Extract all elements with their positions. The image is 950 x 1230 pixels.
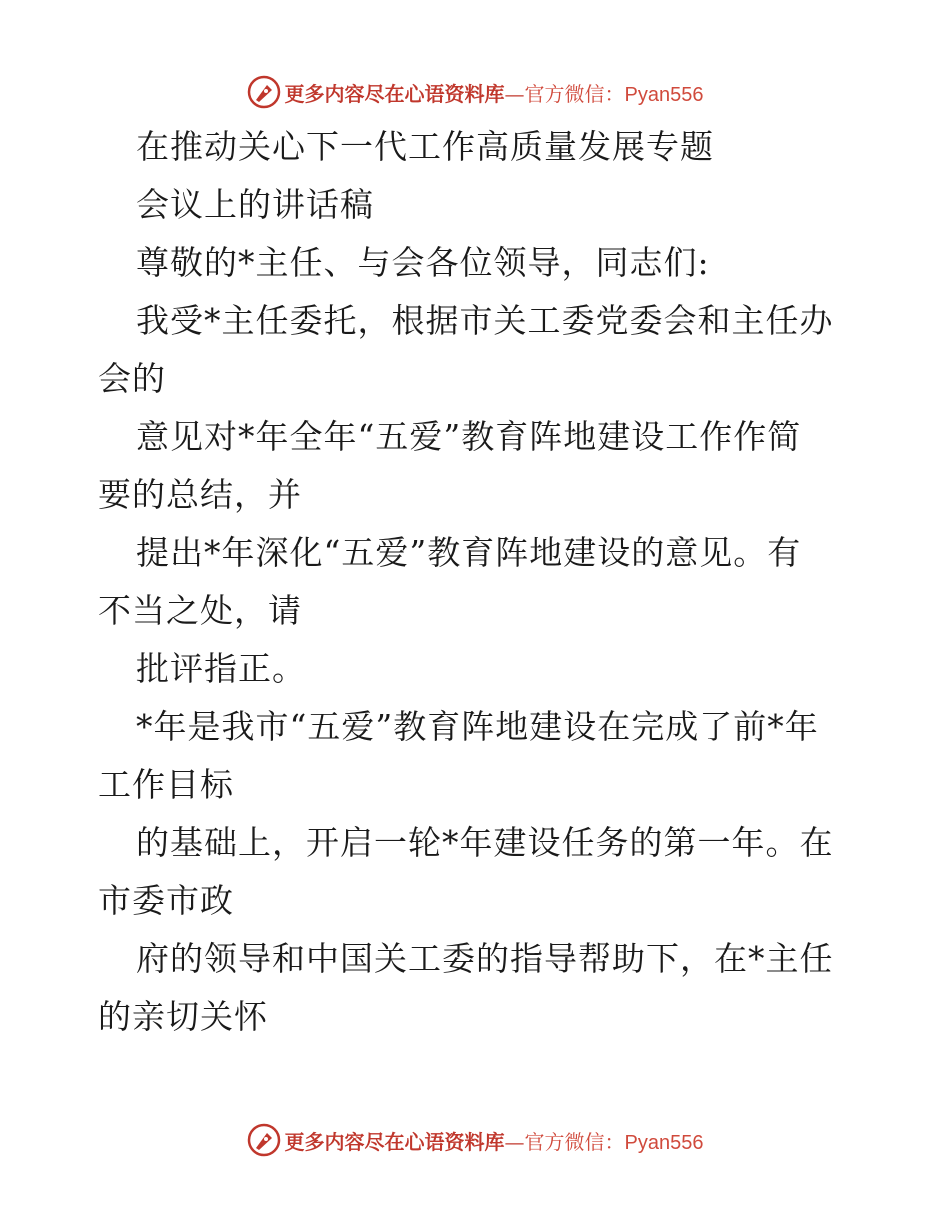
paragraph-line: 府的领导和中国关工委的指导帮助下，在*主任 [136, 939, 834, 978]
paragraph-line: 意见对*年全年“五爱”教育阵地建设工作作简 [136, 417, 802, 456]
pen-nib-logo-icon [247, 75, 281, 109]
salutation: 尊敬的*主任、与会各位领导，同志们: [136, 243, 710, 282]
title-line-2: 会议上的讲话稿 [136, 185, 374, 224]
paragraph-line: 不当之处，请 [98, 591, 302, 630]
banner-dash: — [504, 81, 525, 106]
banner-wechat-label: 官方微信： [524, 1129, 625, 1154]
pen-nib-logo-icon [247, 1123, 281, 1157]
banner-text [285, 78, 704, 107]
paragraph-line: 我受*主任委托，根据市关工委党委会和主任办 [136, 301, 834, 340]
paragraph-line: 会的 [98, 359, 166, 398]
banner-dash: — [504, 1129, 525, 1154]
banner-title: 更多内容尽在心语资料库 [284, 81, 505, 106]
banner-title: 更多内容尽在心语资料库 [284, 1129, 505, 1154]
banner-wechat-id: Pyan556 [624, 83, 704, 106]
paragraph-line: 市委市政 [98, 881, 234, 920]
paragraph-line: *年是我市“五爱”教育阵地建设在完成了前*年 [136, 707, 819, 746]
paragraph-line: 要的总结，并 [98, 475, 302, 514]
paragraph-line: 批评指正。 [136, 649, 306, 688]
title-line-1: 在推动关心下一代工作高质量发展专题 [136, 127, 714, 166]
footer-watermark-banner [0, 1120, 950, 1160]
banner-wechat-id: Pyan556 [624, 1131, 704, 1154]
paragraph-line: 工作目标 [98, 765, 234, 804]
paragraph-line: 的基础上，开启一轮*年建设任务的第一年。在 [136, 823, 834, 862]
paragraph-line: 的亲切关怀 [98, 997, 268, 1036]
banner-text [285, 1126, 704, 1155]
banner-wechat-label: 官方微信： [524, 81, 625, 106]
paragraph-line: 提出*年深化“五爱”教育阵地建设的意见。有 [136, 533, 802, 572]
header-watermark-banner [0, 72, 950, 112]
document-body [98, 118, 858, 1046]
